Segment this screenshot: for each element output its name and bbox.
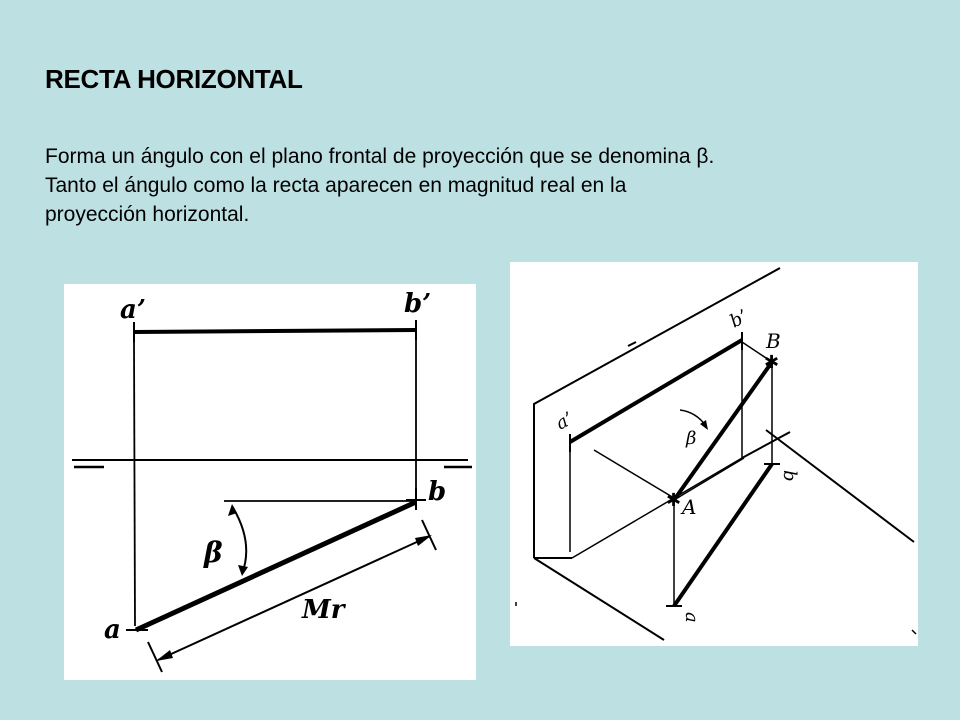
- label-b-prime: b’: [404, 289, 432, 319]
- beta-arc-arrow-bottom: [238, 565, 248, 576]
- beta-arc-arrow-3d: [700, 420, 708, 430]
- label-a: a: [104, 615, 121, 645]
- pictorial-diagram-svg: [510, 262, 918, 646]
- label-b-prime-3d: b’: [726, 305, 752, 333]
- frontal-projection-3d: [570, 340, 742, 442]
- point-A-marker: ✱: [666, 490, 682, 511]
- point-B-marker: ✱: [764, 352, 780, 373]
- horizontal-plane-outline: [534, 558, 664, 640]
- label-a-3d: a: [681, 612, 702, 623]
- label-A-3d: A: [682, 495, 697, 519]
- paragraph-line-1: Forma un ángulo con el plano frontal de proyección que se denomina β.: [45, 145, 715, 168]
- slide-paragraph: [45, 142, 925, 229]
- true-length-extension-a: [148, 642, 162, 672]
- beta-reference-3d: [674, 458, 744, 500]
- frontal-projection-line: [134, 330, 416, 332]
- label-beta-3d: β: [686, 428, 697, 449]
- horizontal-projection-line: [136, 502, 416, 630]
- ground-tick-right: [912, 630, 916, 634]
- beta-angle-arc: [232, 506, 246, 574]
- true-length-dimension-line: [158, 536, 430, 660]
- true-length-extension-b: [422, 520, 436, 550]
- label-b: b: [428, 477, 447, 507]
- orthographic-diagram-svg: [64, 284, 476, 680]
- projector-a-prime-to-A: [594, 450, 674, 498]
- slide-title: RECTA HORIZONTAL: [45, 64, 303, 94]
- pictorial-projection-figure: [510, 262, 918, 646]
- orthographic-projection-figure: [64, 284, 476, 680]
- label-true-length: Mr: [302, 595, 345, 625]
- label-beta: β: [204, 536, 223, 569]
- label-b-3d: b: [779, 470, 800, 482]
- frontal-plane-tick: [628, 342, 636, 346]
- label-B-3d: B: [766, 329, 781, 353]
- label-a-prime-3d: a’: [552, 408, 577, 435]
- paragraph-line-3: proyección horizontal.: [45, 203, 250, 226]
- true-length-arrow-start: [156, 650, 173, 661]
- horizontal-plane-right-edge: [766, 430, 914, 542]
- projector-line-a: [134, 342, 135, 626]
- label-a-prime: a’: [120, 295, 146, 325]
- paragraph-line-2: Tanto el ángulo como la recta aparecen en magnitud real en la: [45, 174, 627, 197]
- horizontal-plane-back-edge: [742, 432, 790, 458]
- horizontal-projection-3d: [674, 464, 772, 606]
